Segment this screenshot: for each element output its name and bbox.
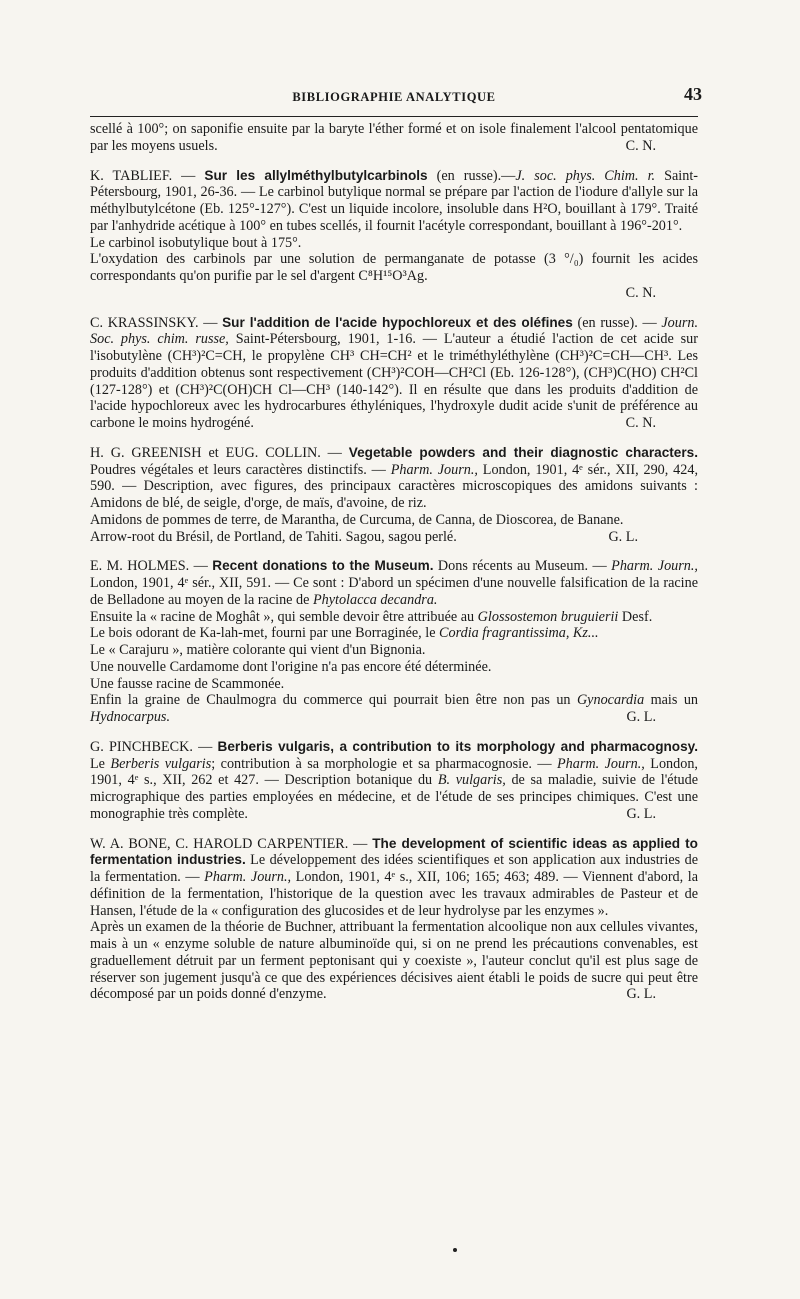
entry-author: G. PINCHBECK. — (90, 738, 218, 755)
signature: G. L. (626, 709, 656, 725)
entry-paragraph: Après un examen de la théorie de Buchner, attribuant la fermentation alcoolique non aux cellules vivantes, mais à un « enzyme soluble de nature albuminoïde qui, si on ne prend les précautions convenables, est graduellement détruit par un ferment peptonisant qui y coexiste », l'auteur conclut qu'il est plus sage de réserver son jugement jusqu'à ce que des expériences décisives aient établi le poids de sucre qui peut être décomposé par un poids donné d'enzyme. G. L. (90, 919, 698, 1003)
entry-greenish (90, 445, 698, 546)
entry-title: Berberis vulgaris, a contribution to its morphology and pharmacognosy. (217, 738, 698, 754)
entry-title: Sur l'addition de l'acide hypochloreux et des oléfines (222, 314, 573, 330)
entry-paragraph: G. PINCHBECK. — Berberis vulgaris, a contribution to its morphology and pharmacognosy. Le Berberis vulgaris; contribution à sa morphologie et sa pharmacognosie. — Pharm. Journ., London, 1901, 4ᵉ s., XII, 262 et 427. — Description botanique du B. vulgaris, de sa maladie, suivie de l'étude micrographique des parties employées en médecine, et de l'étude de ses principes chimiques. C'est une monographie très complète. G. L. (90, 738, 699, 822)
species-name: Phytolacca decandra. (312, 591, 438, 608)
entry-author: K. TABLIEF. — (90, 167, 205, 184)
species-name: Gynocardia (576, 692, 645, 709)
journal-name: Pharm. Journ., (557, 755, 645, 772)
entry-author: H. G. GREENISH et EUG. COLLIN. — (90, 444, 349, 461)
entry-paragraph: Une nouvelle Cardamome dont l'origine n'a pas encore été déterminée. (90, 658, 492, 675)
entry-paragraph: E. M. HOLMES. — Recent donations to the Museum. Dons récents au Museum. — Pharm. Journ., London, 1901, 4ᵉ sér., XII, 591. — Ce sont : D'abord un spécimen d'une nouvelle falsification de la racine de Belladone au moyen de la racine de Phytolacca decandra. (90, 558, 698, 608)
running-title: BIBLIOGRAPHIE ANALYTIQUE (292, 90, 496, 104)
entry-holmes (90, 558, 698, 726)
species-name: B. vulgaris, (437, 772, 506, 789)
entry-author: W. A. BONE, C. HAROLD CARPENTIER. — (90, 835, 373, 852)
entry-paragraph: Une fausse racine de Scammonée. (90, 675, 285, 692)
signature: C. N. (625, 284, 656, 301)
species-name: Glossostemon bruguierii (477, 608, 619, 625)
running-head (90, 84, 702, 110)
journal-name: Pharm. Journ., (204, 869, 292, 885)
entry-tabliev (90, 168, 698, 302)
entry-paragraph: Amidons de pommes de terre, de Marantha, de Curcuma, de Canna, de Dioscorea, de Banane. (90, 511, 624, 528)
entry-paragraph: Arrow-root du Brésil, de Portland, de Tahiti. Sagou, sagou perlé. G. L. (90, 529, 698, 546)
header-rule (90, 116, 698, 117)
entry-author: E. M. HOLMES. — (90, 558, 213, 575)
entry-paragraph: C. KRASSINSKY. — Sur l'addition de l'acide hypochloreux et des oléfines (en russe). — Journ. Soc. phys. chim. russe, Saint-Pétersbourg, 1901, 1-16. — L'auteur a étudié l'action de cet acide sur l'isobutylène (CH³)²C=CH, le propylène CH³ CH=CH² et le triméthyléthylène (CH³)²C=CH—CH³. Les produits d'addition obtenus sont respectivement (CH³)²COH—CH²Cl (Eb. 126-128°), (CH³)C(HO) CH²Cl (127-128°) et (CH³)²C(OH)CH Cl—CH³ (140-142°). Il en résulte que dans les produits d'addition de l'acide hypochloreux avec les hydrocarbures éthyléniques, l'hydroxyle dudit acide s'unit de préférence au carbone le moins hydrogéné. C. N. (90, 314, 698, 431)
entry-title: The development of scientific ideas as applied to fermentation industries. (90, 835, 698, 868)
signature: C. N. (625, 137, 656, 154)
entry-paragraph: Enfin la graine de Chaulmogra du commerce qui pourrait bien être non pas un Gynocardia mais un Hydnocarpus. G. L. (90, 692, 699, 725)
signature: G. L. (626, 805, 656, 822)
entry-paragraph: K. TABLIEF. — Sur les allylméthylbutylcarbinols (en russe).—J. soc. phys. Chim. r. Saint-Pétersbourg, 1901, 26-36. — Le carbinol butylique normal se prépare par l'action de l'iodure d'allyle sur la méthylbutylcétone (Eb. 125°-127°). C'est un liquide incolore, insoluble dans H²O, bouillant à 179°. Traité par l'anhydride acétique à 100° en tubes scellés, il fournit l'acétyle correspondant, bouillant à 196°-201°. (90, 167, 698, 234)
species-name: Hydnocarpus. (90, 709, 170, 725)
entry-pinchbeck (90, 739, 698, 823)
journal-name: Pharm. Journ., (611, 558, 698, 575)
entry-paragraph: Le bois odorant de Ka-lah-met, fourni par une Borraginée, le Cordia fragrantissima, Kz... (90, 625, 599, 642)
document-page (90, 84, 702, 1003)
entry-title: Sur les allylméthylbutylcarbinols (204, 167, 428, 183)
entry-paragraph: Le « Carajuru », matière colorante qui vient d'un Bignonia. (90, 642, 426, 658)
journal-name: Pharm. Journ., (390, 461, 478, 478)
journal-name: J. soc. phys. Chim. r. (515, 167, 656, 184)
entry-paragraph: Ensuite la « racine de Moghât », qui semble devoir être attribuée au Glossostemon bruguierii Desf. (90, 608, 653, 625)
entry-bone (90, 836, 698, 1004)
signature-line (90, 285, 698, 302)
signature: G. L. (626, 986, 656, 1003)
signature: G. L. (608, 528, 638, 545)
entry-paragraph: L'oxydation des carbinols par une solution de permanganate de potasse (3 °/₀) fournit les acides correspondants qu'on purifie par le sel d'argent C⁸H¹⁵O³Ag. (90, 251, 698, 284)
signature: C. N. (625, 415, 656, 431)
species-name: Cordia fragrantissima, Kz... (439, 625, 599, 642)
entry-title: Recent donations to the Museum. (212, 558, 434, 574)
entry-paragraph: Le carbinol isobutylique bout à 175°. (90, 234, 302, 251)
entry-paragraph: H. G. GREENISH et EUG. COLLIN. — Vegetable powders and their diagnostic characters. Poudres végétales et leurs caractères distinctifs. — Pharm. Journ., London, 1901, 4ᵉ sér., XII, 290, 424, 590. — Description, avec figures, des principaux caractères microscopiques des amidons suivants : Amidons de blé, de seigle, d'orge, de maïs, d'avoine, de riz. (90, 444, 698, 511)
entry-title: Vegetable powders and their diagnostic characters. (348, 444, 698, 460)
page-mark (453, 1248, 457, 1252)
entry-author: C. KRASSINSKY. — (90, 314, 223, 331)
entry-krassinsky (90, 315, 698, 432)
intro-paragraph: scellé à 100°; on saponifie ensuite par la baryte l'éther formé et on isole finalement l'alcool pentatomique par les moyens usuels. C. N. (90, 121, 698, 154)
species-name: Berberis vulgaris (110, 755, 212, 772)
entry-paragraph: W. A. BONE, C. HAROLD CARPENTIER. — The development of scientific ideas as applied to fermentation industries. Le développement des idées scientifiques et son application aux industries de la fermentation. — Pharm. Journ., London, 1901, 4ᵉ s., XII, 106; 165; 463; 489. — Viennent d'abord, la définition de la fermentation, l'historique de la question avec les travaux admirables de Pasteur et de Hansen, l'étude de la « configuration des glucosides et de leur hydrolyse par les enzymes ». (90, 835, 698, 919)
page-number: 43 (684, 84, 702, 104)
journal-name: Journ. Soc. phys. chim. russe, (90, 314, 698, 348)
